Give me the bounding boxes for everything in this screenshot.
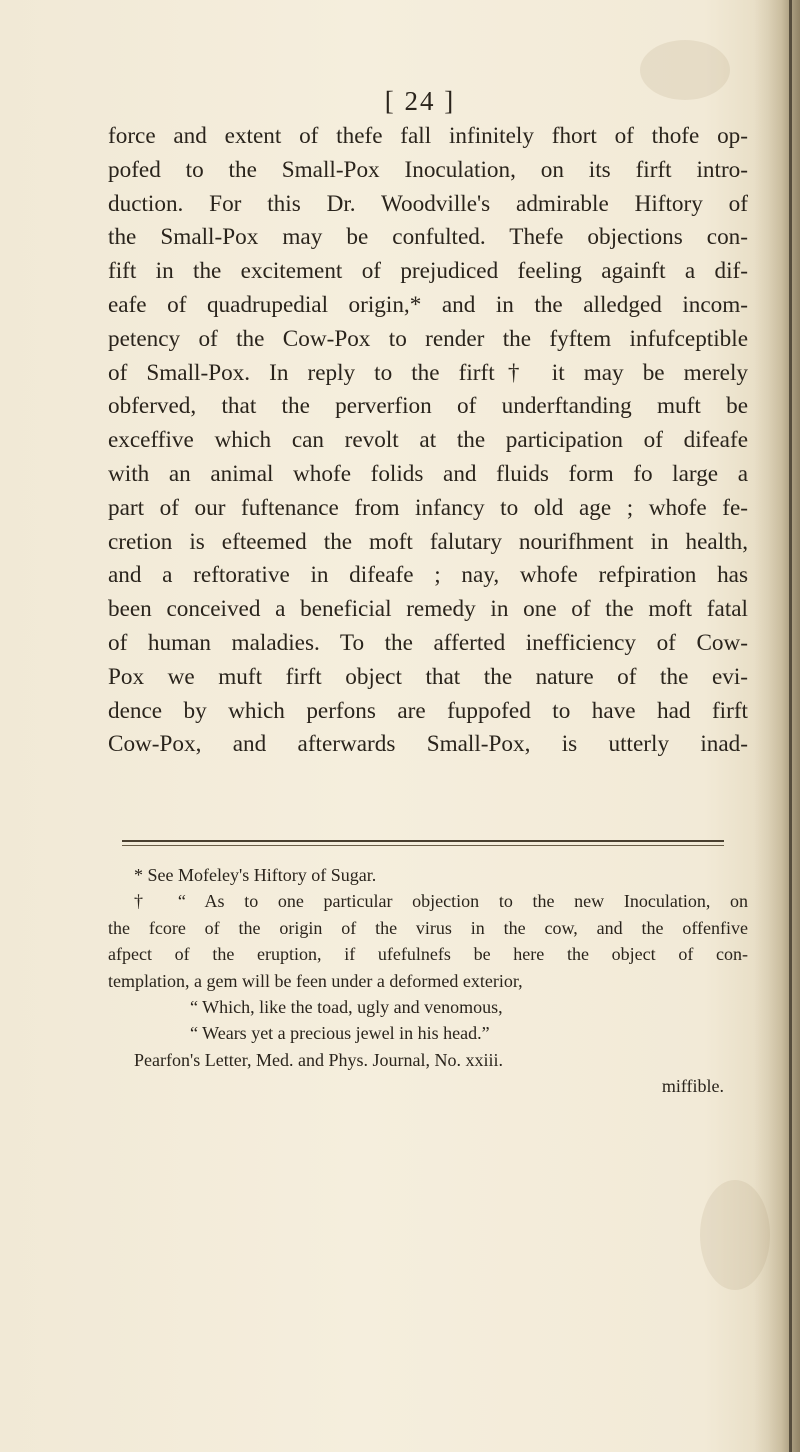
paper-stain — [640, 40, 730, 100]
text-line: of human maladies. To the afferted inefficiency of Cow- — [108, 629, 748, 656]
text-line: the Small-Pox may be confulted. Thefe objections con- — [108, 224, 748, 251]
text-line: of Small-Pox. In reply to the firft† it may be merely — [108, 359, 748, 386]
text-line: fift in the excitement of prejudiced feeling againft a dif- — [108, 258, 748, 285]
text-line: exceffive which can revolt at the participation of difeafe — [108, 427, 748, 454]
text-line: part of our fuftenance from infancy to old age ; whofe fe- — [108, 494, 748, 521]
page-edge-line — [789, 0, 792, 1452]
footnote-divider-thin — [122, 845, 724, 846]
text-line: eafe of quadrupedial origin,* and in the alledged incom- — [108, 291, 748, 318]
text-line: obferved, that the perverfion of underftanding muft be — [108, 393, 748, 420]
text-line: been conceived a beneficial remedy in one of the moft fatal — [108, 596, 748, 623]
footnotes — [108, 862, 748, 1100]
footnote-line: * See Mofeley's Hiftory of Sugar. — [134, 865, 377, 885]
text-line: with an animal whofe folids and fluids form fo large a — [108, 460, 748, 487]
footnote-line: the fcore of the origin of the virus in the cow, and the offenfive — [108, 917, 748, 938]
text-line: Pox we muft firft object that the nature of the evi- — [108, 663, 748, 690]
footnote-line: “ Which, like the toad, ugly and venomous, — [190, 996, 503, 1017]
text-line: and a reftorative in difeafe ; nay, whofe refpiration has — [108, 562, 748, 589]
page-edge-shadow — [754, 0, 800, 1452]
footnote-line: † “ As to one particular objection to the new Inoculation, on — [134, 891, 748, 912]
page-number: [ 24 ] — [384, 86, 456, 116]
text-line: Cow-Pox, and afterwards Small-Pox, is utterly inad- — [108, 731, 748, 758]
text-line: petency of the Cow-Pox to render the fyftem infufceptible — [108, 325, 748, 352]
text-line: cretion is efteemed the moft falutary nourifhment in health, — [108, 528, 748, 555]
footnote-line: Pearfon's Letter, Med. and Phys. Journal, No. xxiii. — [134, 1049, 503, 1070]
text-line: force and extent of thefe fall infinitely fhort of thofe op- — [108, 123, 748, 149]
body-text — [108, 120, 748, 762]
text-line: pofed to the Small-Pox Inoculation, on its firft intro- — [108, 156, 748, 183]
text-line: dence by which perfons are fuppofed to have had firft — [108, 697, 748, 724]
footnote-line: templation, a gem will be feen under a deformed exterior, — [108, 970, 523, 991]
footnote-divider — [122, 840, 724, 842]
footnote-line: “ Wears yet a precious jewel in his head.” — [190, 1023, 490, 1044]
footnote-line: afpect of the eruption, if ufefulnefs be here the object of con- — [108, 944, 748, 965]
catchword: miffible. — [661, 1076, 724, 1097]
text-line: duction. For this Dr. Woodville's admirable Hiftory of — [108, 190, 748, 217]
